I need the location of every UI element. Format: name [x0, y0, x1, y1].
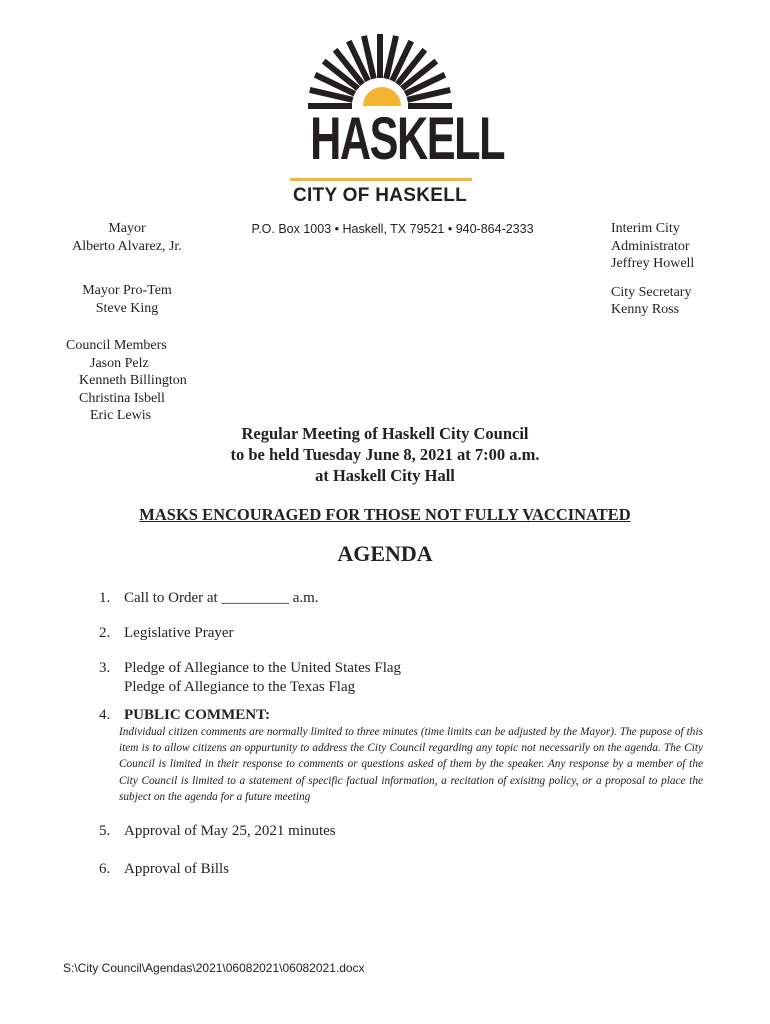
item-text: Approval of May 25, 2021 minutes [124, 823, 336, 839]
item-number: 1. [99, 590, 111, 606]
council-members [66, 337, 187, 425]
agenda-item [99, 822, 336, 841]
agenda-item [99, 589, 319, 608]
logo-divider [290, 178, 472, 181]
city-address: P.O. Box 1003 • Haskell, TX 79521 • 940-864-2333 [251, 222, 534, 236]
item-number: 3. [99, 660, 111, 676]
item-number: 2. [99, 625, 111, 641]
meeting-line: Regular Meeting of Haskell City Council [241, 424, 529, 443]
official-title: Mayor [108, 221, 146, 236]
file-path-footer: S:\City Council\Agendas\2021\06082021\06082021.docx [63, 961, 365, 975]
council-member: Eric Lewis [90, 408, 152, 423]
official-secretary [611, 284, 751, 319]
sunburst-icon [285, 32, 475, 112]
agenda-item [99, 860, 229, 879]
agenda-item [99, 706, 270, 725]
item-text: Legislative Prayer [124, 625, 234, 641]
brand-title: HASKELL [310, 105, 505, 172]
official-name: Kenny Ross [611, 302, 680, 317]
meeting-line: at Haskell City Hall [315, 466, 455, 485]
council-member: Kenneth Billington [79, 373, 187, 388]
official-title: City Secretary [611, 284, 692, 300]
public-comment-note: Individual citizen comments are normally limited to three minutes (time limits can be adjusted by the Mayor). The pupose of this item is to allow citizens an oppurtunity to address the City Council regarding any topic not necessarily on the agenda. The City Council is limited in their response to comments or questions asked of them by the speaker. Any response by a member of the City Council is limited to a statement of specific factual information, a recitation of exisitng policy, or a proposal to place the subject on the agenda for a future meeting [119, 726, 703, 803]
agenda-item [99, 624, 234, 643]
official-title: Mayor Pro-Tem [82, 283, 172, 298]
brand-subtitle: CITY OF HASKELL [292, 185, 468, 206]
official-name: Jeffrey Howell [611, 256, 695, 271]
item-text: Approval of Bills [124, 861, 229, 877]
item-number: 6. [99, 861, 111, 877]
official-mayor-pro-tem [62, 282, 192, 317]
council-member: Jason Pelz [90, 355, 149, 371]
agenda-item [99, 659, 401, 697]
official-mayor [62, 220, 192, 255]
item-text: Call to Order at _________ a.m. [124, 590, 319, 606]
item-number: 4. [99, 707, 111, 723]
officials-left [62, 220, 192, 317]
officials-right [611, 220, 751, 319]
official-title: Interim City [611, 221, 680, 236]
item-text: Pledge of Allegiance to the United States Flag [124, 660, 402, 676]
official-name: Alberto Alvarez, Jr. [72, 238, 182, 254]
agenda-title: AGENDA [337, 541, 433, 566]
meeting-line: to be held Tuesday June 8, 2021 at 7:00 a.m. [230, 445, 540, 464]
mask-notice: MASKS ENCOURAGED FOR THOSE NOT FULLY VACCINATED [139, 505, 631, 524]
item-text: PUBLIC COMMENT: [124, 707, 270, 723]
official-name: Steve King [95, 300, 159, 316]
official-administrator [611, 220, 751, 273]
council-label: Council Members [66, 338, 167, 353]
council-member: Christina Isbell [79, 390, 165, 406]
item-subtext: Pledge of Allegiance to the Texas Flag [124, 679, 356, 695]
item-number: 5. [99, 823, 111, 839]
official-title: Administrator [611, 238, 690, 254]
meeting-heading [150, 423, 620, 486]
